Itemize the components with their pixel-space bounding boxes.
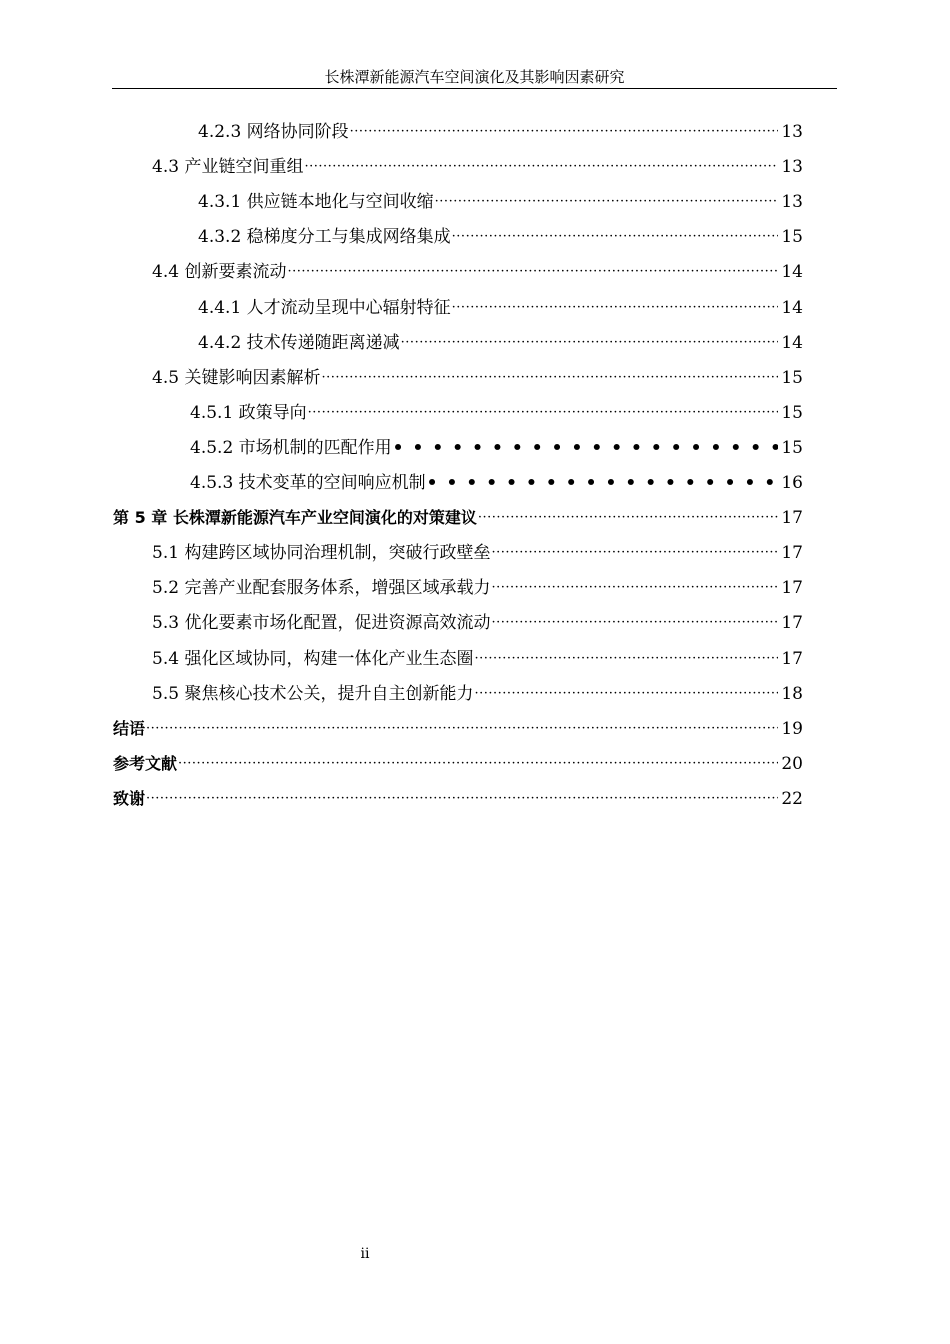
toc-leader-dots	[321, 367, 778, 389]
toc-entry-title: 第 5 章 长株潭新能源汽车产业空间演化的对策建议	[113, 507, 477, 527]
toc-leader-dots	[401, 332, 778, 354]
toc-entry-title: 4.4.2 技术传递随距离递减	[198, 332, 400, 353]
toc-entry-title: 5.1 构建跨区域协同治理机制，突破行政壁垒	[152, 542, 491, 563]
header-rule	[112, 88, 837, 89]
toc-entry[interactable]	[113, 746, 803, 781]
toc-entry[interactable]	[198, 114, 803, 149]
toc-entry[interactable]	[190, 430, 803, 465]
toc-entry[interactable]	[198, 184, 803, 219]
toc-entry[interactable]	[113, 711, 803, 746]
page-number: ii	[360, 1246, 370, 1262]
toc-leader-dots	[146, 788, 778, 810]
toc-entry-page: 13	[781, 156, 803, 177]
toc-entry[interactable]	[152, 570, 803, 605]
toc-entry-title: 参考文献	[113, 753, 178, 773]
toc-entry[interactable]	[152, 360, 803, 395]
toc-leader-dots	[393, 437, 778, 459]
toc-leader-dots	[452, 226, 778, 248]
toc-entry-title: 4.3.2 稳梯度分工与集成网络集成	[198, 226, 451, 247]
toc-entry-page: 13	[781, 121, 803, 142]
toc-entry-page: 20	[781, 753, 803, 774]
toc-entry-page: 17	[781, 577, 803, 598]
toc-leader-dots	[287, 261, 778, 283]
toc-leader-dots	[308, 402, 778, 424]
toc-entry[interactable]	[152, 254, 803, 289]
toc-leader-dots	[304, 156, 778, 178]
toc-leader-dots	[491, 612, 778, 634]
toc-entry[interactable]	[190, 395, 803, 430]
toc-entry-title: 5.2 完善产业配套服务体系，增强区域承载力	[152, 577, 491, 598]
toc-entry-page: 17	[781, 507, 803, 528]
toc-leader-dots	[478, 507, 778, 529]
toc-entry-page: 13	[781, 191, 803, 212]
toc-entry-page: 15	[781, 402, 803, 423]
toc-entry-title: 4.4.1 人才流动呈现中心辐射特征	[198, 297, 451, 318]
toc-entry-page: 17	[781, 612, 803, 633]
toc-entry-title: 4.2.3 网络协同阶段	[198, 121, 349, 142]
toc-entry-page: 15	[781, 367, 803, 388]
toc-entry-page: 19	[781, 718, 803, 739]
toc-leader-dots	[435, 191, 778, 213]
toc-entry-page: 14	[781, 332, 803, 353]
toc-leader-dots	[178, 753, 778, 775]
toc-entry-page: 17	[781, 542, 803, 563]
toc-entry-page: 14	[781, 297, 803, 318]
toc-entry[interactable]	[113, 500, 803, 535]
toc-entry-title: 4.5.1 政策导向	[190, 402, 307, 423]
toc-entry-page: 15	[781, 226, 803, 247]
toc-entry[interactable]	[198, 219, 803, 254]
toc-leader-dots	[350, 121, 778, 143]
toc-entry-page: 17	[781, 648, 803, 669]
toc-entry[interactable]	[198, 290, 803, 325]
toc-leader-dots	[491, 542, 778, 564]
toc-entry-page: 22	[781, 788, 803, 809]
toc-entry-title: 4.3 产业链空间重组	[152, 156, 304, 177]
toc-entry-title: 4.5.2 市场机制的匹配作用	[190, 437, 392, 458]
toc-entry-title: 结语	[113, 718, 146, 738]
toc-leader-dots	[474, 683, 778, 705]
toc-entry-title: 致谢	[113, 788, 146, 808]
toc-leader-dots	[146, 718, 778, 740]
toc-entry-title: 4.5.3 技术变革的空间响应机制	[190, 472, 426, 493]
page-header: 长株潭新能源汽车空间演化及其影响因素研究	[324, 68, 625, 86]
toc-entry-title: 4.3.1 供应链本地化与空间收缩	[198, 191, 434, 212]
toc-entry-page: 14	[781, 261, 803, 282]
toc-entry-page: 18	[781, 683, 803, 704]
toc-entry-title: 5.3 优化要素市场化配置，促进资源高效流动	[152, 612, 491, 633]
toc-entry[interactable]	[152, 641, 803, 676]
toc-entry-title: 5.5 聚焦核心技术公关，提升自主创新能力	[152, 683, 474, 704]
toc-entry-title: 5.4 强化区域协同，构建一体化产业生态圈	[152, 648, 474, 669]
toc-entry[interactable]	[152, 605, 803, 640]
toc-entry[interactable]	[113, 781, 803, 816]
toc-entry[interactable]	[190, 465, 803, 500]
toc-entry[interactable]	[152, 149, 803, 184]
toc-entry-title: 4.4 创新要素流动	[152, 261, 287, 282]
toc-entry-title: 4.5 关键影响因素解析	[152, 367, 321, 388]
toc-entry[interactable]	[152, 676, 803, 711]
toc-leader-dots	[452, 297, 778, 319]
toc-leader-dots	[474, 648, 778, 670]
toc-entry-page: 16	[781, 472, 803, 493]
toc-entry[interactable]	[152, 535, 803, 570]
toc-entry[interactable]	[198, 325, 803, 360]
toc-entry-page: 15	[781, 437, 803, 458]
toc-leader-dots	[427, 472, 778, 494]
toc-leader-dots	[491, 577, 778, 599]
